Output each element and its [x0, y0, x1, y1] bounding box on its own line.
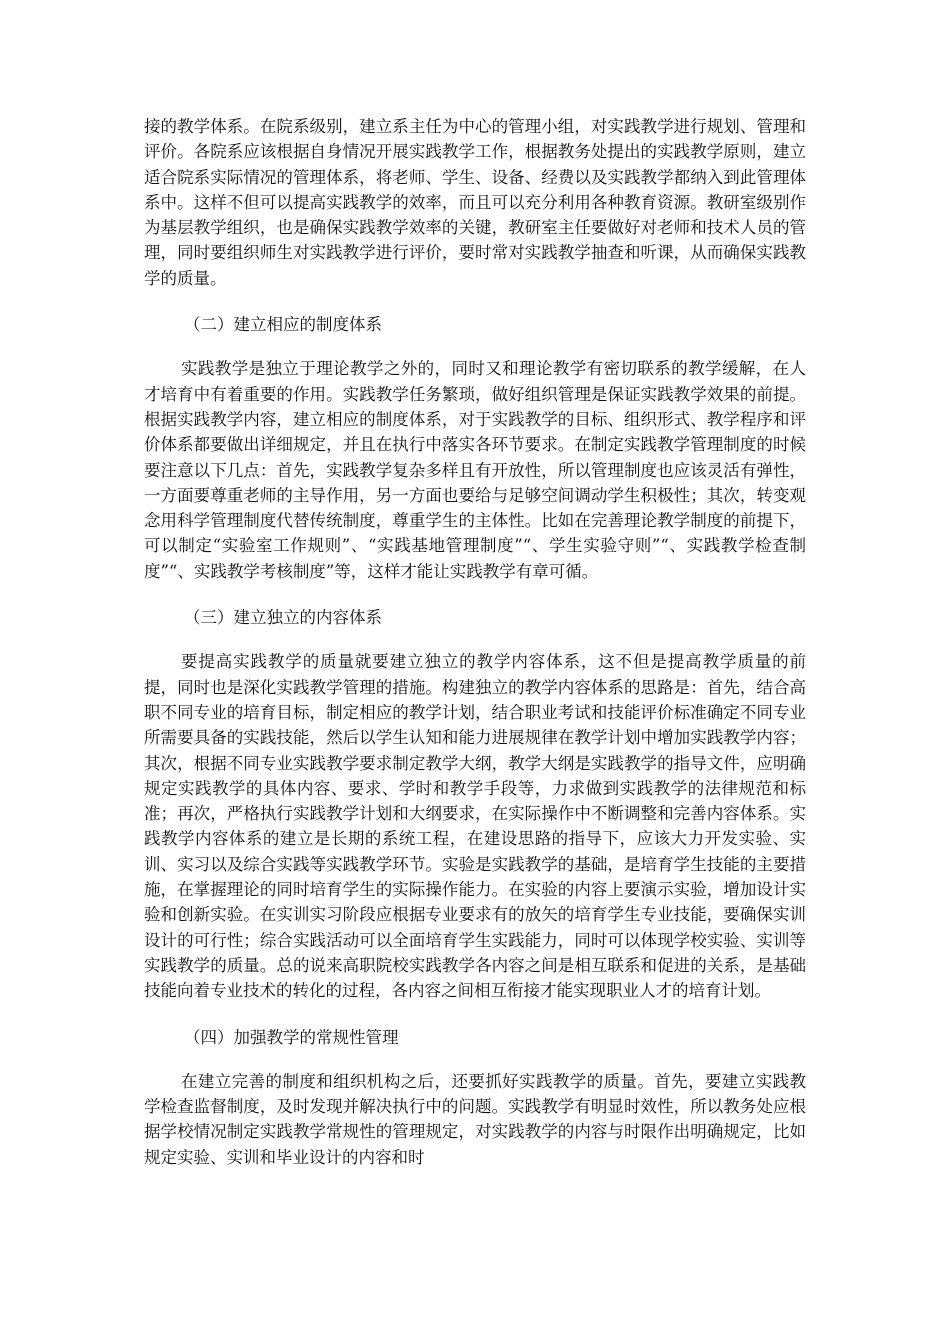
section-heading-4: （四）加强教学的常规性管理	[184, 1027, 399, 1047]
paragraph-content-system: 要提高实践教学的质量就要建立独立的教学内容体系，这不但是提高教学质量的前提，同时也是深化实践教学管理的措施。构建独立的教学内容体系的思路是：首先，结合高职不同专业的培育目标，制定相应的教学计划，结合职业考试和技能评价标准确定不同专业所需要具备的实践技能，然后以学生认知和能力进展规律在教学计划中增加实践教学内容；其次，根据不同专业实践教学要求制定教学大纲，教学大纲是实践教学的指导文件，应明确规定实践教学的具体内容、要求、学时和教学手段等，力求做到实践教学的法律规范和标准；再次，严格执行实践教学计划和大纲要求，在实际操作中不断调整和完善内容体系。实践教学内容体系的建立是长期的系统工程，在建设思路的指导下，应该大力开发实验、实训、实习以及综合实践等实践教学环节。实验是实践教学的基础，是培育学生技能的主要措施，在掌握理论的同时培育学生的实际操作能力。在实验的内容上要演示实验，增加设计实验和创新实验。在实训实习阶段应根据专业要求有的放矢的培育学生专业技能，要确保实训设计的可行性；综合实践活动可以全面培育学生实践能力，同时可以体现学校实验、实训等实践教学的质量。总的说来高职院校实践教学各内容之间是相互联系和促进的关系，是基础技能向着专业技术的转化的过程，各内容之间相互衔接才能实现职业人才的培育计划。	[144, 652, 806, 1001]
spacer	[144, 1050, 806, 1069]
paragraph-management-levels: 接的教学体系。在院系级别，建立系主任为中心的管理小组，对实践教学进行规划、管理和评价。各院系应该根据自身情况开展实践教学工作，根据教务处提出的实践教学原则，建立适合院系实际情况的管理体系，将老师、学生、设备、经费以及实践教学都纳入到此管理体系中。这样不但可以提高实践教学的效率，而且可以充分利用各种教育资源。教研室级别作为基层教学组织，也是确保实践教学效率的关键，教研室主任要做好对老师和技术人员的管理，同时要组织师生对实践教学进行评价，要时常对实践教学抽查和听课，从而确保实践教学的质量。	[144, 117, 806, 288]
paragraph-system-of-rules: 实践教学是独立于理论教学之外的，同时又和理论教学有密切联系的教学缓解，在人才培育中有着重要的作用。实践教学任务繁琐，做好组织管理是保证实践教学效果的前提。根据实践教学内容，建立相应的制度体系，对于实践教学的目标、组织形式、教学程序和评价体系都要做出详细规定，并且在执行中落实各环节要求。在制定实践教学管理制度的时候要注意以下几点：首先，实践教学复杂多样且有开放性，所以管理制度也应该灵活有弹性，一方面要尊重老师的主导作用，另一方面也要给与足够空间调动学生积极性；其次，转变观念用科学管理制度代替传统制度，尊重学生的主体性。比如在完善理论教学制度的前提下，可以制定“实验室工作规则”、“实践基地管理制度”“、学生实验守则”“、实践教学检查制度”“、实践教学考核制度”等，这样才能让实践教学有章可循。	[144, 359, 806, 581]
paragraph-routine-management: 在建立完善的制度和组织机构之后，还要抓好实践教学的质量。首先，要建立实践教学检查监督制度，及时发现并解决执行中的问题。实践教学有明显时效性，所以教务处应根据学校情况制定实践教学常规性的管理规定，对实践教学的内容与时限作出明确规定，比如规定实验、实训和毕业设计的内容和时	[144, 1071, 806, 1167]
spacer	[144, 630, 806, 649]
document-body	[144, 114, 806, 1170]
spacer	[144, 584, 806, 605]
spacer	[144, 337, 806, 356]
section-heading-3: （三）建立独立的内容体系	[184, 608, 382, 628]
spacer	[144, 1004, 806, 1025]
section-heading-2: （二）建立相应的制度体系	[184, 315, 382, 335]
spacer	[144, 291, 806, 312]
